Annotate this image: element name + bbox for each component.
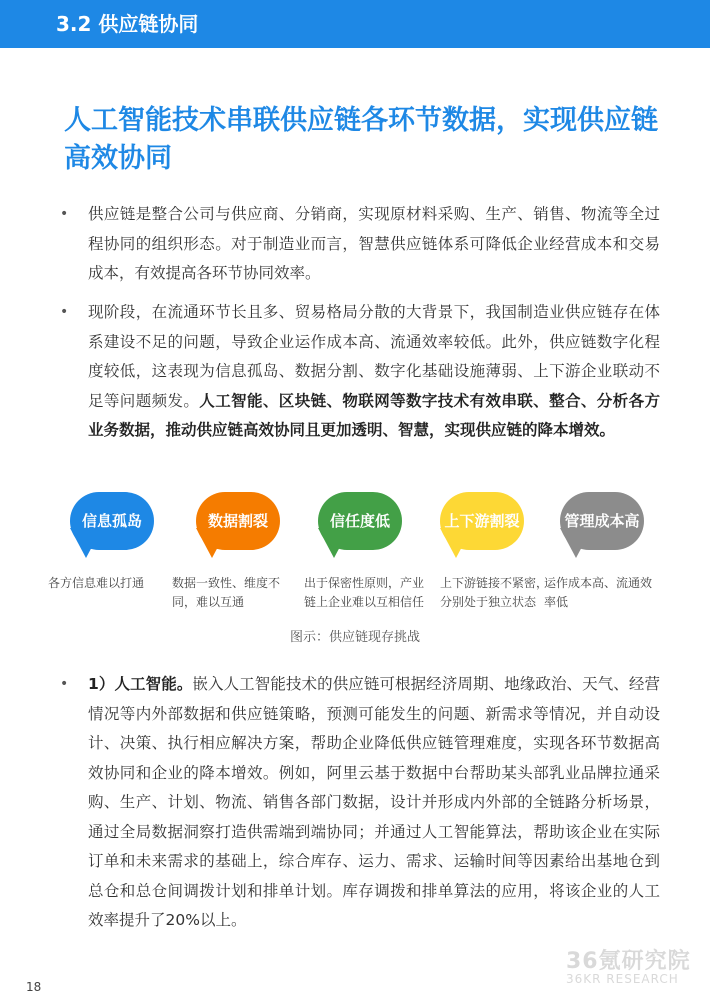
bullet-bold-text: 人工智能、区块链、物联网等数字技术有效串联、整合、分析各方业务数据，推动供应链高效协同且更加透明、智慧，实现供应链的降本增效。	[88, 391, 660, 439]
challenge-desc: 上下游链接不紧密，分别处于独立状态	[440, 576, 549, 609]
challenge-label: 信任度低	[329, 512, 390, 530]
bullet-item	[60, 200, 660, 289]
challenge-label: 上下游割裂	[444, 512, 520, 530]
challenge-desc: 各方信息难以打通	[48, 576, 145, 590]
section-title: 3.2 供应链协同	[56, 12, 199, 36]
challenge-desc: 出于保密性原则，产业链上企业难以互相信任	[304, 576, 425, 609]
bullet-dot: •	[60, 676, 69, 692]
bullet-item	[60, 670, 660, 936]
bullet-plain-text: 嵌入人工智能技术的供应链可根据经济周期、地缘政治、天气、经营情况等内外部数据和供应链策略，预测可能发生的问题、新需求等情况，并自动设计、决策、执行相应解决方案，帮助企业降低供应链管理难度，实现各环节数据高效协同和企业的降本增效。例如，阿里云基于数据中台帮助某头部乳业品牌拉通采购、生产、计划、物流、销售各部门数据，设计并形成内外部的全链路分析场景，通过全局数据洞察打造供需端到端协同；并通过人工智能算法，帮助该企业在实际订单和未来需求的基础上，综合库存、运力、需求、运输时间等因素给出基地仓到总仓和总仓间调拨计划和排单计划。库存调拨和排单算法的应用，将该企业的人工效率提升了20%以上。	[88, 675, 660, 929]
page-title: 人工智能技术串联供应链各环节数据，实现供应链高效协同	[64, 105, 658, 174]
bullet-text	[88, 670, 660, 936]
bullet-text: 供应链是整合公司与供应商、分销商，实现原材料采购、生产、销售、物流等全过程协同的组织形态。对于制造业而言，智慧供应链体系可降低企业经营成本和交易成本，有效提高各环节协同效率。	[88, 205, 660, 282]
bullet-dot: •	[60, 206, 69, 222]
watermark-logo-cn: 36氪研究院	[566, 949, 691, 974]
bullet-plain-text: 现阶段，在流通环节长且多、贸易格局分散的大背景下，我国制造业供应链存在体系建设不足的问题，导致企业运作成本高、流通效率较低。此外，供应链数字化程度较低，这表现为信息孤岛、数据分割、数字化基础设施薄弱、上下游企业联动不足等问题频发。	[88, 303, 660, 410]
bullet-bold-text: 1）人工智能。	[88, 675, 193, 693]
watermark-logo-en: 36KR RESEARCH	[566, 972, 679, 986]
bullet-text	[88, 298, 660, 446]
challenge-desc: 数据一致性、维度不同，难以互通	[172, 576, 281, 609]
figure-caption: 图示：供应链现存挑战	[289, 630, 420, 645]
bullet-item	[60, 298, 660, 446]
page-number: 18	[26, 980, 42, 994]
challenge-label: 管理成本高	[564, 512, 640, 530]
challenge-label: 数据割裂	[207, 512, 268, 530]
challenge-label: 信息孤岛	[81, 512, 142, 530]
section-header-bar	[0, 0, 710, 48]
bullet-dot: •	[60, 304, 69, 320]
challenge-desc: 运作成本高、流通效率低	[544, 576, 653, 609]
